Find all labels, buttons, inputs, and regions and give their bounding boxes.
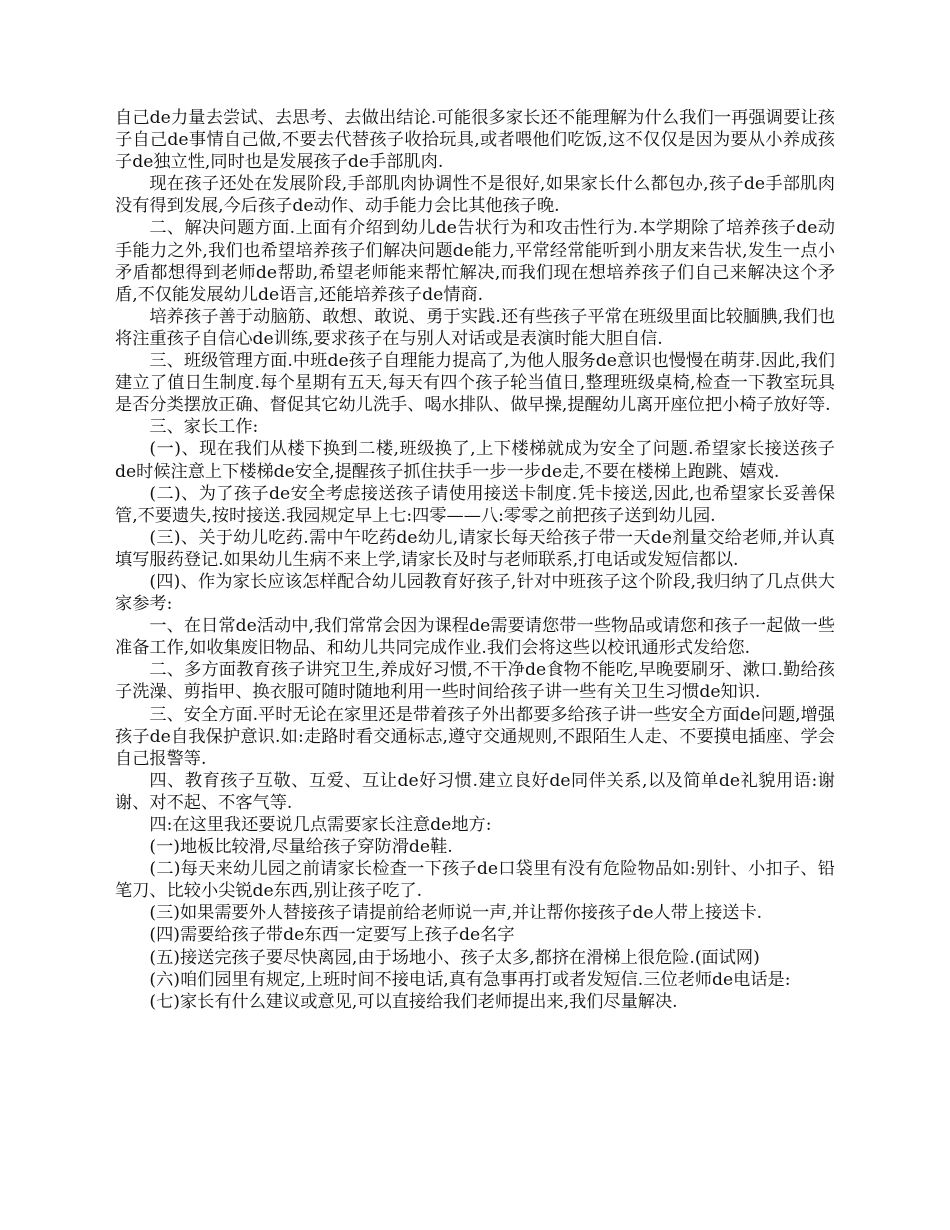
paragraph-hand-muscle: 现在孩子还处在发展阶段,手部肌肉协调性不是很好,如果家长什么都包办,孩子de手部肌肉没有得到发展,今后孩子de动作、动手能力会比其他孩子晚. (115, 174, 835, 217)
paragraph-problem-solving: 二、解决问题方面.上面有介绍到幼儿de告状行为和攻击性行为.本学期除了培养孩子de动手能力之外,我们也希望培养孩子们解决问题de能力,平常经常能听到小朋友来告状,发生一点小矛盾都想得到老师de帮助,希望老师能来帮忙解决,而我们现在想培养孩子们自己来解决这个矛盾,不仅能发展幼儿de语言,还能培养孩子de情商. (115, 218, 835, 305)
paragraph-confidence: 培养孩子善于动脑筋、敢想、敢说、勇于实践.还有些孩子平常在班级里面比较腼腆,我们也将注重孩子自信心de训练,要求孩子在与别人对话或是表演时能大胆自信. (115, 306, 835, 349)
note-item-3: (三)如果需要外人替接孩子请提前给老师说一声,并让帮你接孩子de人带上接送卡. (149, 903, 763, 924)
note-item-7: (七)家长有什么建议或意见,可以直接给我们老师提出来,我们尽量解决. (149, 991, 678, 1012)
section-heading-notes: 四:在这里我还要说几点需要家长注意de地方: (149, 815, 492, 835)
note-item-2: (二)每天来幼儿园之前请家长检查一下孩子de口袋里有没有危险物品如:别针、小扣子、铅笔刀、比较小尖锐de东西,别让孩子吃了. (115, 859, 835, 902)
paragraph-parent-cooperation: (四)、作为家长应该怎样配合幼儿园教育好孩子,针对中班孩子这个阶段,我归纳了几点供大家参考: (115, 571, 835, 615)
paragraph-safety: 三、安全方面.平时无论在家里还是带着孩子外出都要多给孩子讲一些安全方面de问题,增强孩子de自我保护意识.如:走路时看交通标志,遵守交通规则,不跟陌生人走、不要摸电插座、学会自己报警等. (115, 704, 835, 769)
note-item-1: (一)地板比较滑,尽量给孩子穿防滑de鞋. (149, 837, 453, 858)
paragraph-continuation: 自己de力量去尝试、去思考、去做出结论.可能很多家长还不能理解为什么我们一再强调要让孩子自己de事情自己做,不要去代替孩子收拾玩具,或者喂他们吃饭,这不仅仅是因为要从小养成孩子de独立性,同时也是发展孩子de手部肌肉. (115, 108, 835, 173)
paragraph-hygiene: 二、多方面教育孩子讲究卫生,养成好习惯,不干净de食物不能吃,早晚要刷牙、漱口.勤给孩子洗澡、剪指甲、换衣服可随时随地利用一些时间给孩子讲一些有关卫生习惯de知识. (115, 660, 835, 703)
paragraph-daily-activities: 一、在日常de活动中,我们常常会因为课程de需要请您带一些物品或请您和孩子一起做一些准备工作,如收集废旧物品、和幼儿共同完成作业.我们会将这些以校讯通形式发给您. (115, 616, 835, 659)
note-item-5: (五)接送完孩子要尽快离园,由于场地小、孩子太多,都挤在滑梯上很危险.(面试网) (149, 947, 760, 968)
paragraph-stairs-safety: (一)、现在我们从楼下换到二楼,班级换了,上下楼梯就成为安全了问题.希望家长接送孩子de时候注意上下楼梯de安全,提醒孩子抓住扶手一步一步de走,不要在楼梯上跑跳、嬉戏. (115, 439, 835, 482)
paragraph-pickup-card: (二)、为了孩子de安全考虑接送孩子请使用接送卡制度.凭卡接送,因此,也希望家长妥善保管,不要遗失,按时接送.我园规定早上七:四零——八:零零之前把孩子送到幼儿园. (115, 483, 835, 526)
document-body (115, 107, 835, 1013)
note-item-6: (六)咱们园里有规定,上班时间不接电话,真有急事再打或者发短信.三位老师de电话是: (149, 969, 791, 990)
section-heading-parent-work: 三、家长工作: (149, 417, 259, 438)
paragraph-manners: 四、教育孩子互敬、互爱、互让de好习惯.建立良好de同伴关系,以及简单de礼貌用语:谢谢、对不起、不客气等. (115, 770, 835, 813)
paragraph-class-management: 三、班级管理方面.中班de孩子自理能力提高了,为他人服务de意识也慢慢在萌芽.因此,我们建立了值日生制度.每个星期有五天,每天有四个孩子轮当值日,整理班级桌椅,检查一下教室玩具是否分类摆放正确、督促其它幼儿洗手、喝水排队、做早操,提醒幼儿离开座位把小椅子放好等. (115, 351, 835, 416)
paragraph-medicine: (三)、关于幼儿吃药.需中午吃药de幼儿,请家长每天给孩子带一天de剂量交给老师,并认真填写服药登记.如果幼儿生病不来上学,请家长及时与老师联系,打电话或发短信都以. (115, 527, 835, 570)
note-item-4: (四)需要给孩子带de东西一定要写上孩子de名字 (149, 925, 515, 946)
